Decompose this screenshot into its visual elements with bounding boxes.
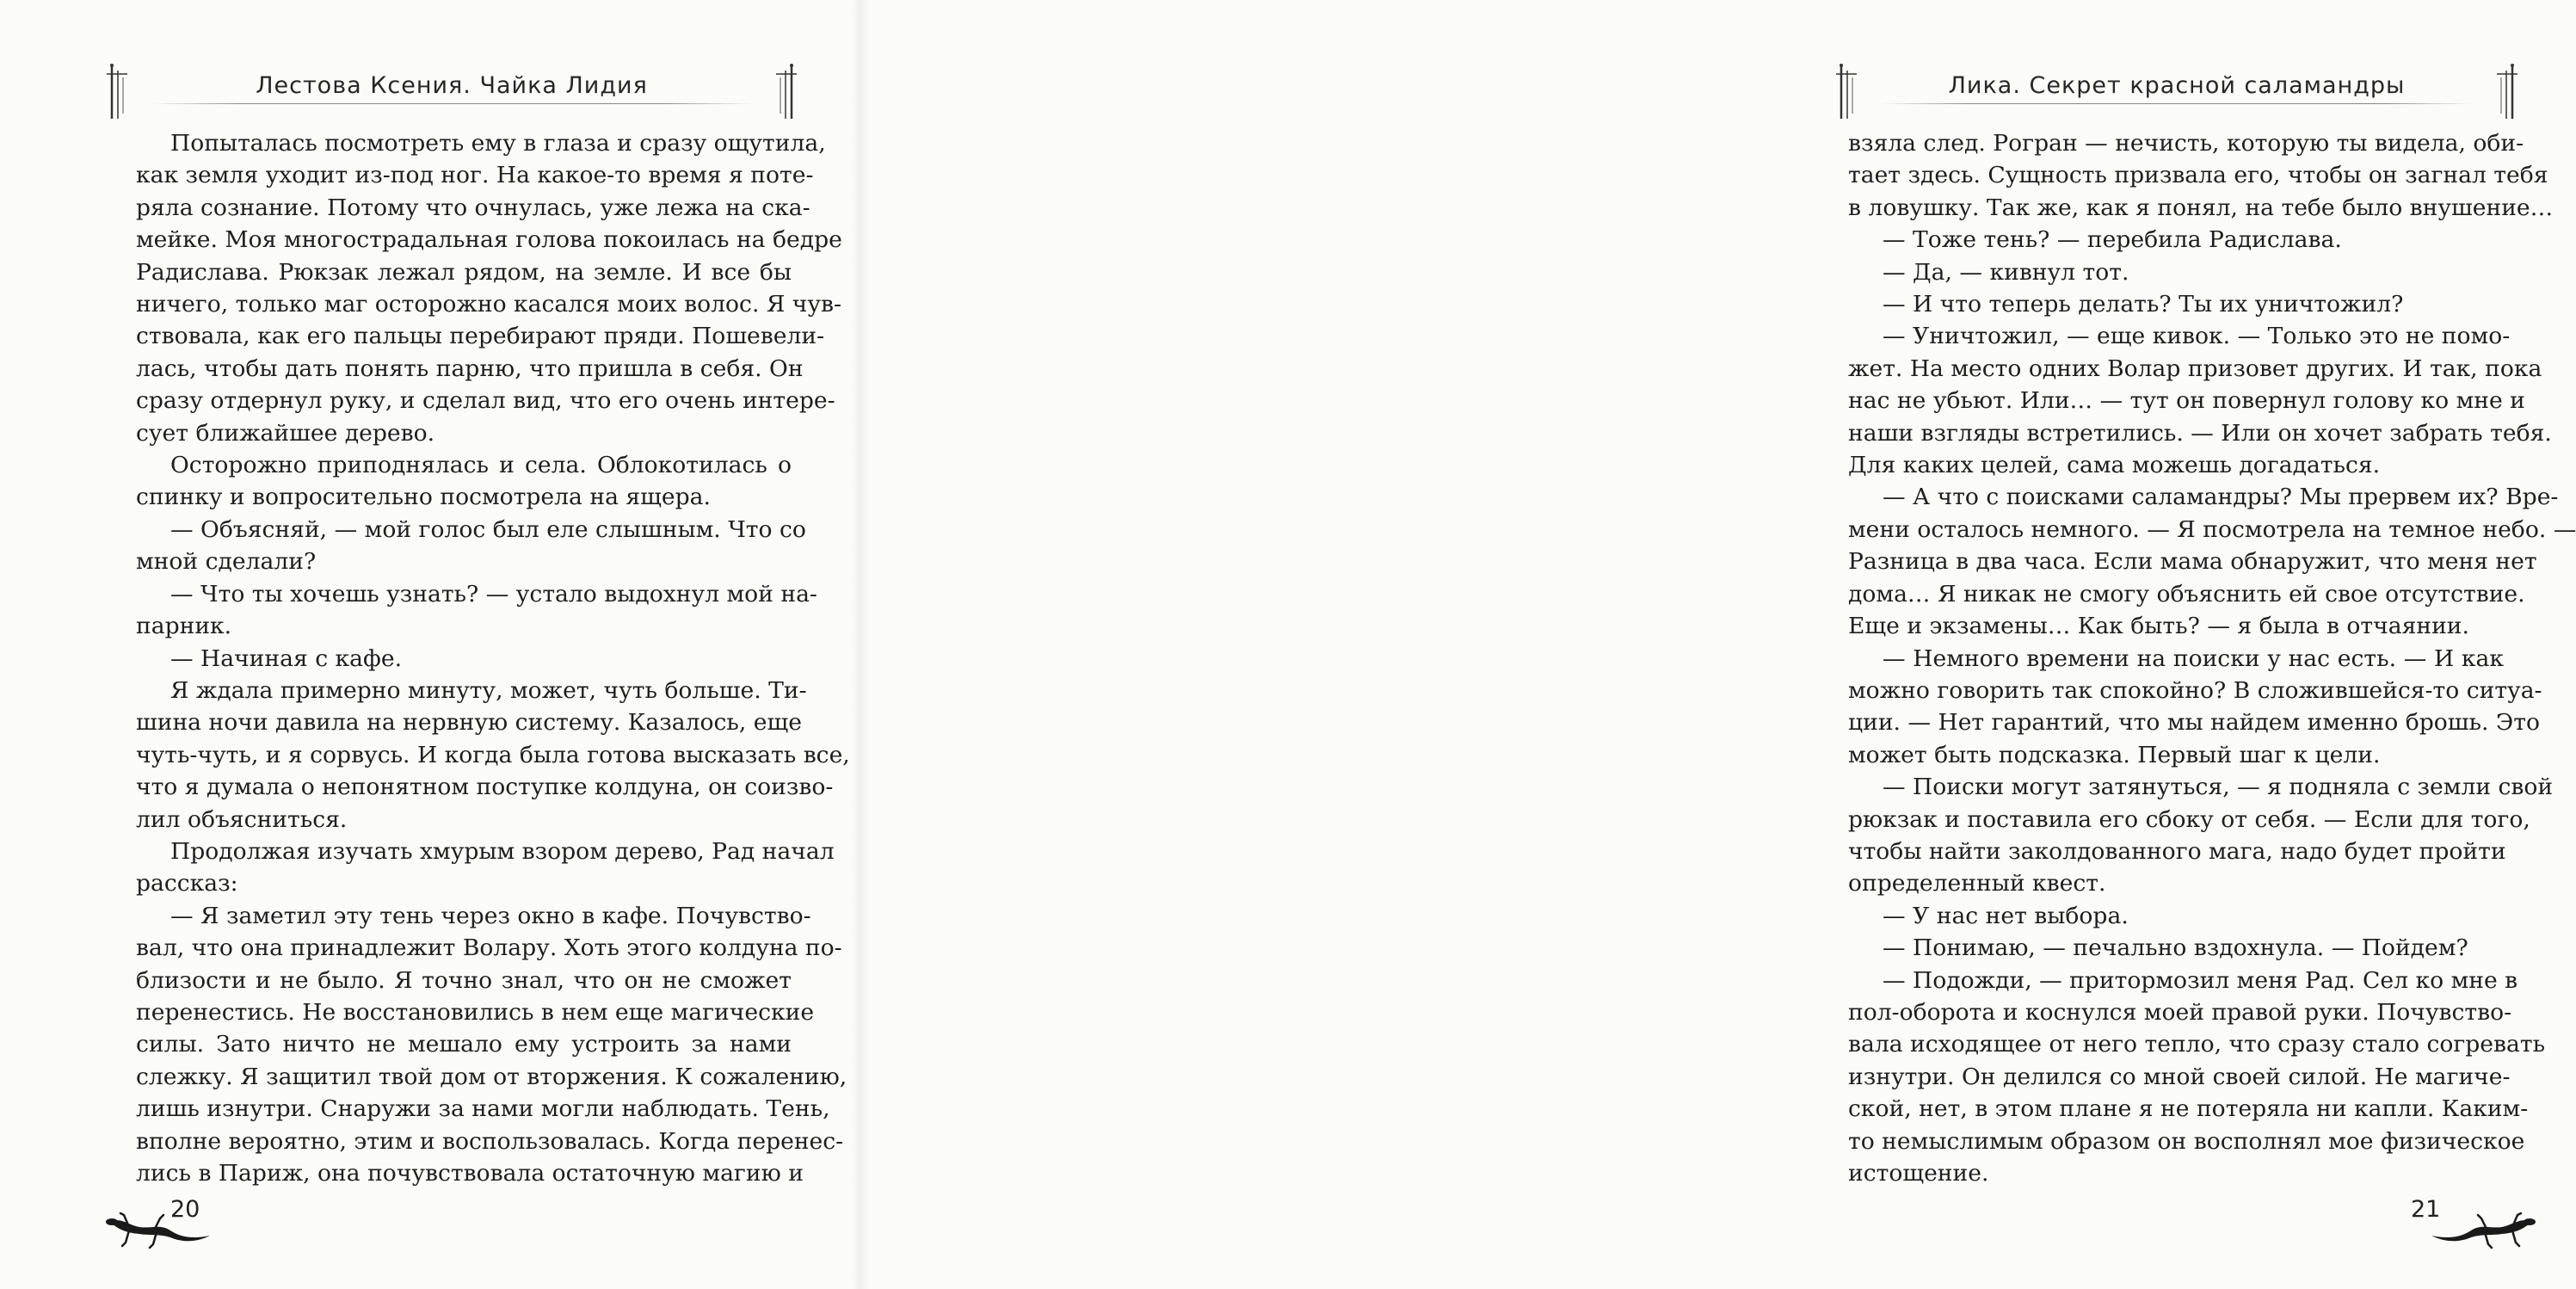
text-line: перенестись. Не восстановились в нем еще магические: [136, 998, 815, 1026]
text-line: сразу отдернул руку, и сделал вид, что его очень интере-: [136, 387, 835, 415]
text-line: спинку и вопросительно посмотрела на ящера.: [136, 484, 711, 511]
right-page-footer: [2400, 1196, 2547, 1265]
text-line: то немыслимым образом он восполнял мое физическое: [1848, 1127, 2525, 1155]
text-line: нас не убьют. Или… — тут он повернул голову ко мне и: [1848, 387, 2525, 415]
left-page-footer: [103, 1196, 241, 1265]
text-line: — Что ты хочешь узнать? — устало выдохнул мой на-: [170, 580, 817, 607]
text-line: Осторожно приподнялась и села. Облокотилась о: [170, 452, 792, 479]
pillar-ornament-icon: [1833, 62, 1867, 122]
text-line: сует ближайшее дерево.: [136, 419, 435, 447]
text-line: рассказ:: [136, 870, 238, 897]
text-line: как земля уходит из-под ног. На какое-то время я поте-: [136, 162, 814, 189]
left-page-text: [136, 127, 850, 1189]
text-line: — Тоже тень? — перебила Радислава.: [1883, 226, 2342, 254]
text-line: — Начиная с кафе.: [170, 644, 403, 672]
text-line: пол-оборота и коснулся моей правой руки. Почувство-: [1848, 998, 2512, 1026]
text-line: лил объясниться.: [136, 805, 348, 833]
text-line: — Понимаю, — печально вздохнула. — Пойдем?: [1883, 934, 2468, 962]
text-line: — У нас нет выбора.: [1883, 902, 2129, 929]
text-line: лась, чтобы дать понять парню, что пришла в себя. Он: [136, 355, 804, 382]
text-line: рюкзак и поставила его сбоку от себя. — Если для того,: [1848, 805, 2530, 833]
right-header-title: Лика. Секрет красной саламандры: [1948, 72, 2406, 99]
text-line: Радислава. Рюкзак лежал рядом, на земле. И все бы: [136, 258, 792, 286]
text-line: наши взгляды встретились. — Или он хочет забрать тебя.: [1848, 419, 2552, 447]
left-header-rule: [151, 103, 753, 104]
text-line: мейке. Моя многострадальная голова покоилась на бедре: [136, 226, 842, 254]
text-line: — Подожди, — притормозил меня Рад. Сел ко мне в: [1883, 966, 2518, 994]
left-header-title: Лестова Ксения. Чайка Лидия: [256, 72, 648, 99]
text-line: мени осталось немного. — Я посмотрела на темное небо. —: [1848, 515, 2576, 543]
text-line: ской, нет, в этом плане я не потеряла ни капли. Каким-: [1848, 1095, 2529, 1123]
text-line: Попыталась посмотреть ему в глаза и сразу ощутила,: [170, 130, 826, 157]
text-line: в ловушку. Так же, как я понял, на тебе было внушение…: [1848, 194, 2554, 221]
text-line: дома… Я никак не смогу объяснить ей свое отсутствие.: [1848, 580, 2525, 607]
right-running-header: [1833, 62, 2521, 122]
text-line: — Поиски могут затянуться, — я подняла с земли свой: [1883, 774, 2554, 801]
text-line: чуть-чуть, и я сорвусь. И когда была готова высказать все,: [136, 741, 850, 768]
text-line: можно говорить так спокойно? В сложившейся-то ситуа-: [1848, 676, 2542, 704]
right-page-text: [1848, 127, 2576, 1189]
text-line: парник.: [136, 613, 232, 640]
text-line: определенный квест.: [1848, 870, 2106, 897]
text-line: — И что теперь делать? Ты их уничтожил?: [1883, 291, 2404, 318]
text-line: — Уничтожил, — еще кивок. — Только это не помо-: [1883, 323, 2511, 350]
text-line: Разница в два часа. Если мама обнаружит, что меня нет: [1848, 548, 2537, 576]
text-line: Я ждала примерно минуту, может, чуть больше. Ти-: [170, 676, 807, 704]
text-line: лишь изнутри. Снаружи за нами могли наблюдать. Тень,: [136, 1095, 830, 1123]
text-line: Продолжая изучать хмурым взором дерево, Рад начал: [170, 837, 835, 865]
left-running-header: [103, 62, 800, 122]
text-line: — Немного времени на поиски у нас есть. — И как: [1883, 644, 2504, 672]
text-line: лись в Париж, она почувствовала остаточную магию и: [136, 1160, 804, 1187]
text-line: мной сделали?: [136, 548, 317, 576]
text-line: взяла след. Рогран — нечисть, которую ты видела, оби-: [1848, 130, 2524, 157]
text-line: истощение.: [1848, 1160, 1989, 1187]
text-line: тает здесь. Сущность призвала его, чтобы он загнал тебя: [1848, 162, 2548, 189]
text-line: что я думала о непонятном поступке колдуна, он соизво-: [136, 774, 834, 801]
text-line: вала исходящее от него тепло, что сразу стало согревать: [1848, 1031, 2546, 1058]
text-line: — Да, — кивнул тот.: [1883, 258, 2129, 286]
text-line: ствовала, как его пальцы перебирают пряди. Пошевели-: [136, 323, 825, 350]
text-line: ции. — Нет гарантий, что мы найдем именно брошь. Это: [1848, 709, 2540, 737]
text-line: силы. Зато ничто не мешало ему устроить за нами: [136, 1031, 792, 1058]
text-line: вполне вероятно, этим и воспользовалась. Когда перенес-: [136, 1127, 844, 1155]
text-line: изнутри. Он делился со мной своей силой. Не магиче-: [1848, 1063, 2511, 1090]
pillar-ornament-icon: [2487, 62, 2521, 122]
left-page: [0, 0, 860, 1289]
text-line: жет. На место одних Волар призовет других. И так, пока: [1848, 355, 2542, 382]
right-page: [860, 0, 2576, 1289]
salamander-icon: [2426, 1205, 2538, 1256]
text-line: вал, что она принадлежит Волару. Хоть этого колдуна по-: [136, 934, 842, 962]
pillar-ornament-icon: [766, 62, 800, 122]
text-line: ряла сознание. Потому что очнулась, уже лежа на ска-: [136, 194, 810, 221]
text-line: чтобы найти заколдованного мага, надо будет пройти: [1848, 837, 2506, 865]
text-line: ничего, только маг осторожно касался моих волос. Я чув-: [136, 291, 841, 318]
text-line: близости и не было. Я точно знал, что он не сможет: [136, 966, 792, 994]
right-page-number: 21: [2411, 1196, 2441, 1223]
text-line: может быть подсказка. Первый шаг к цели.: [1848, 741, 2381, 768]
pillar-ornament-icon: [103, 62, 138, 122]
left-page-number: 20: [170, 1196, 200, 1223]
text-line: — Объясняй, — мой голос был еле слышным. Что со: [170, 515, 806, 543]
text-line: шина ночи давила на нервную систему. Казалось, еще: [136, 709, 802, 737]
text-line: Для каких целей, сама можешь догадаться.: [1848, 452, 2381, 479]
text-line: слежку. Я защитил твой дом от вторжения. К сожалению,: [136, 1063, 847, 1090]
right-header-rule: [1880, 103, 2474, 104]
text-line: — Я заметил эту тень через окно в кафе. Почувство-: [170, 902, 811, 929]
text-line: Еще и экзамены… Как быть? — я была в отчаянии.: [1848, 613, 2469, 640]
text-line: — А что с поисками саламандры? Мы прервем их? Вре-: [1883, 484, 2559, 511]
